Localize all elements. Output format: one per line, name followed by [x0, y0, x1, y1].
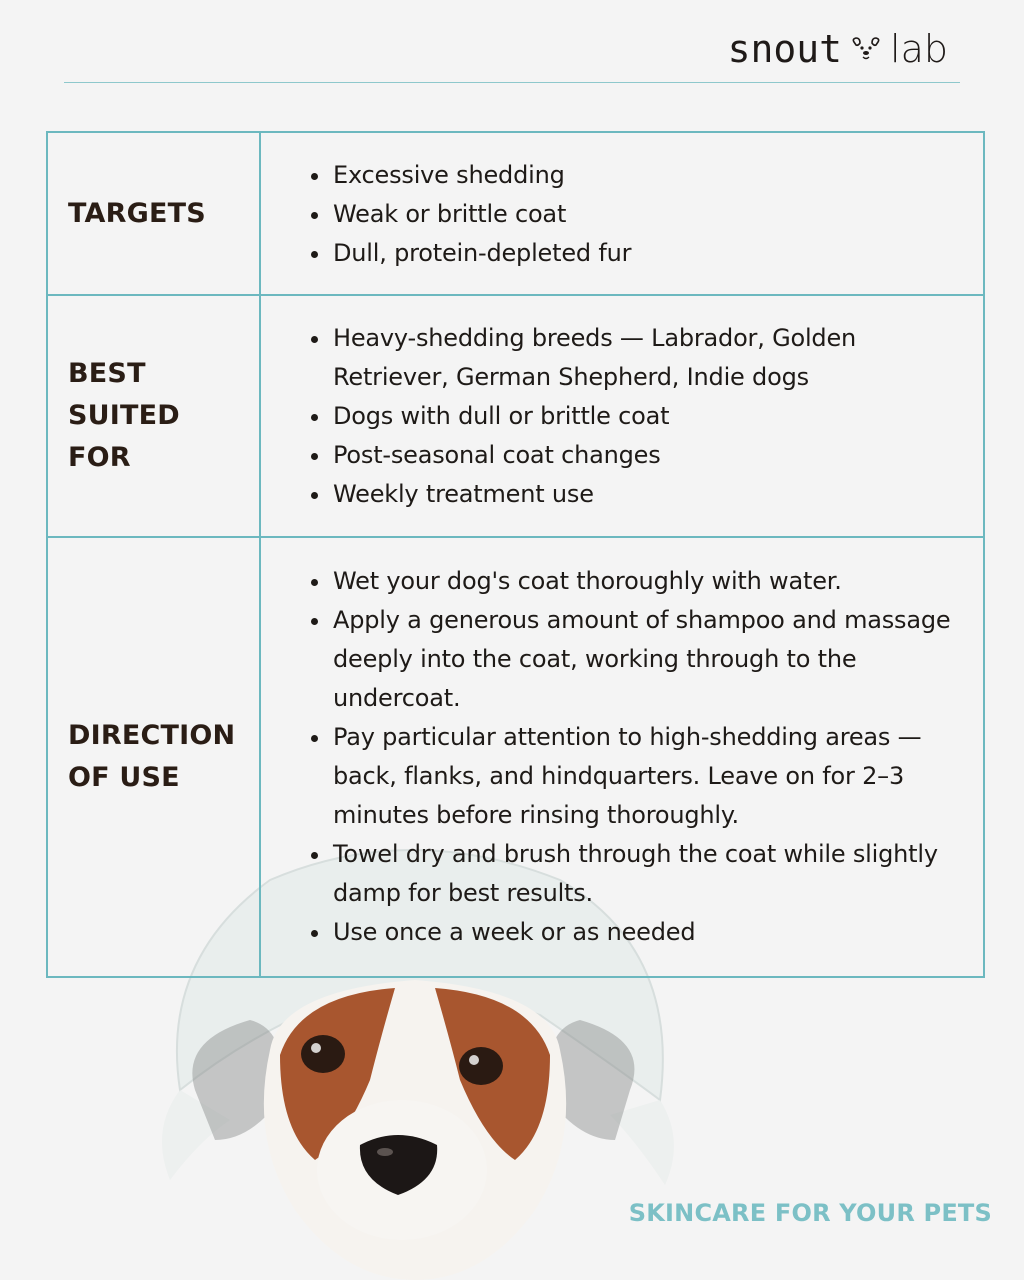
list-item: Weak or brittle coat	[333, 195, 963, 234]
product-info-table	[46, 131, 985, 978]
row-label-line: FOR	[68, 442, 131, 473]
row-items-cell	[260, 295, 984, 537]
row-items-cell	[260, 132, 984, 295]
logo-text-snout: snout	[727, 27, 843, 71]
list-item: Dogs with dull or brittle coat	[333, 397, 963, 436]
bullet-list	[305, 319, 963, 514]
dog-face-icon	[850, 36, 882, 62]
footer-tagline: SKINCARE FOR YOUR PETS	[628, 1199, 992, 1227]
table-row-targets	[47, 132, 984, 295]
list-item: Weekly treatment use	[333, 475, 963, 514]
bullet-list	[305, 562, 963, 952]
list-item: Apply a generous amount of shampoo and massage deeply into the coat, working through to the undercoat.	[333, 601, 963, 718]
row-label-line: OF USE	[68, 762, 180, 793]
list-item: Towel dry and brush through the coat while slightly damp for best results.	[333, 835, 963, 913]
list-item: Post-seasonal coat changes	[333, 436, 963, 475]
table-row-direction-of-use	[47, 537, 984, 977]
logo-text-lab: lab	[890, 27, 948, 71]
brand-logo	[728, 24, 948, 74]
row-label-line: SUITED	[68, 400, 180, 431]
row-label-line: BEST	[68, 358, 146, 389]
list-item: Wet your dog's coat thoroughly with water.	[333, 562, 963, 601]
list-item: Excessive shedding	[333, 156, 963, 195]
row-label-cell	[47, 295, 260, 537]
header-divider	[64, 82, 960, 83]
list-item: Pay particular attention to high-shedding areas — back, flanks, and hindquarters. Leave on for 2–3 minutes before rinsing thoroughly.	[333, 718, 963, 835]
row-items-cell	[260, 537, 984, 977]
row-label-cell	[47, 537, 260, 977]
table-row-best-suited	[47, 295, 984, 537]
row-label-line: TARGETS	[68, 197, 206, 229]
row-label-line: DIRECTION	[68, 720, 236, 751]
row-label-cell	[47, 132, 260, 295]
bullet-list	[305, 156, 963, 273]
list-item: Heavy-shedding breeds — Labrador, Golden Retriever, German Shepherd, Indie dogs	[333, 319, 963, 397]
list-item: Dull, protein-depleted fur	[333, 234, 963, 273]
list-item: Use once a week or as needed	[333, 913, 963, 952]
